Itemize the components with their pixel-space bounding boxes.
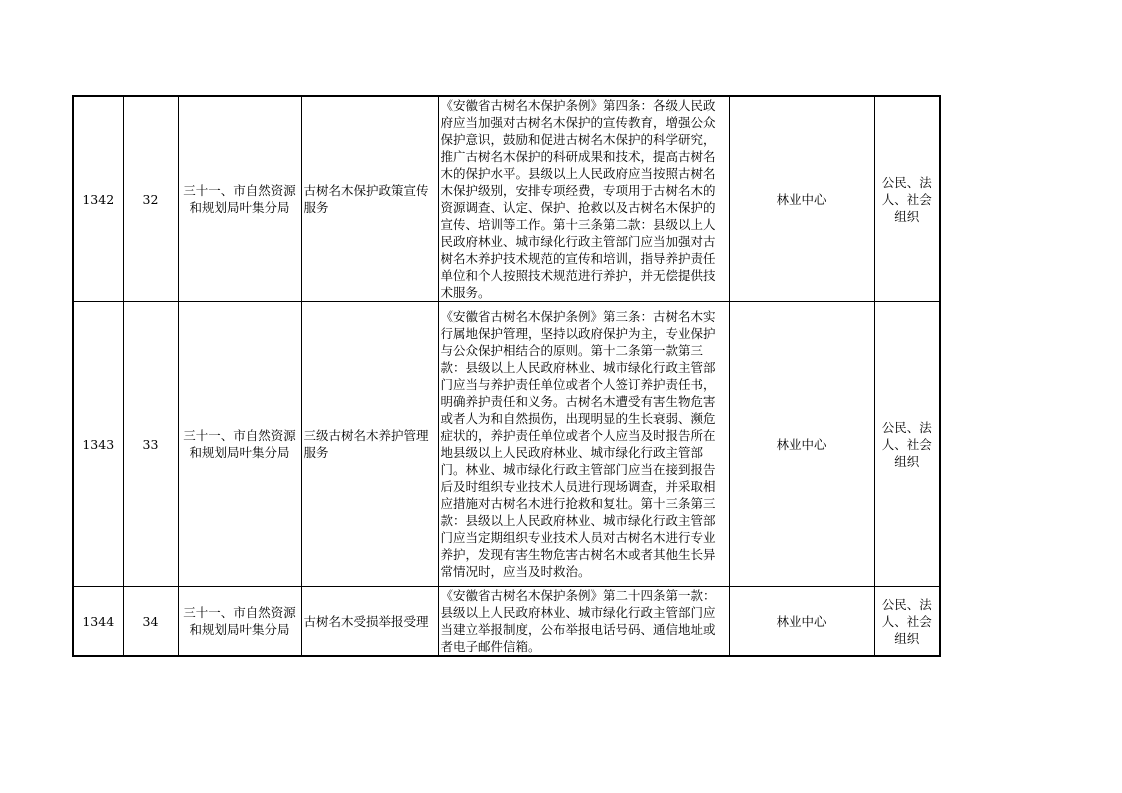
legal-basis-cell: 《安徽省古树名木保护条例》第四条：各级人民政府应当加强对古树名木保护的宣传教育，增强公众保护意识，鼓励和促进古树名木保护的科学研究，推广古树名木保护的科研成果和技术，提高古树名木的保护水平。县级以上人民政府应当按照古树名木保护级别，安排专项经费，专项用于古树名木的资源调查、认定、保护、抢救以及古树名木保护的宣传、培训等工作。第十三条第二款：县级以上人民政府林业、城市绿化行政主管部门应当加强对古树名木养护技术规范的宣传和培训，指导养护责任单位和个人按照技术规范进行养护，并无偿提供技术服务。: [438, 96, 729, 302]
department-cell: 三十一、市自然资源和规划局叶集分局: [178, 96, 301, 302]
service-name-cell: 三级古树名木养护管理服务: [301, 302, 438, 587]
responsible-unit-cell: 林业中心: [729, 302, 874, 587]
row-number: 1343: [73, 302, 123, 587]
table-row: [73, 96, 940, 302]
responsible-unit-cell: 林业中心: [729, 96, 874, 302]
service-target-cell: 公民、法人、社会组织: [874, 96, 940, 302]
service-name-cell: 古树名木保护政策宣传服务: [301, 96, 438, 302]
row-number: 1344: [73, 587, 123, 657]
table-row: [73, 587, 940, 657]
service-target-cell: 公民、法人、社会组织: [874, 587, 940, 657]
service-target-cell: 公民、法人、社会组织: [874, 302, 940, 587]
legal-basis-cell: 《安徽省古树名木保护条例》第三条：古树名木实行属地保护管理，坚持以政府保护为主，专业保护与公众保护相结合的原则。第十二条第一款第三款：县级以上人民政府林业、城市绿化行政主管部门应当与养护责任单位或者个人签订养护责任书，明确养护责任和义务。古树名木遭受有害生物危害或者人为和自然损伤，出现明显的生长衰弱、濒危症状的，养护责任单位或者个人应当及时报告所在地县级以上人民政府林业、城市绿化行政主管部门。林业、城市绿化行政主管部门应当在接到报告后及时组织专业技术人员进行现场调查，并采取相应措施对古树名木进行抢救和复壮。第十三条第三款：县级以上人民政府林业、城市绿化行政主管部门应当定期组织专业技术人员对古树名木进行专业养护，发现有害生物危害古树名木或者其他生长异常情况时，应当及时救治。: [438, 302, 729, 587]
legal-basis-cell: 《安徽省古树名木保护条例》第二十四条第一款：县级以上人民政府林业、城市绿化行政主管部门应当建立举报制度，公布举报电话号码、通信地址或者电子邮件信箱。: [438, 587, 729, 657]
row-sequence: 34: [123, 587, 178, 657]
table-row: [73, 302, 940, 587]
service-table: [72, 95, 941, 657]
row-sequence: 32: [123, 96, 178, 302]
row-sequence: 33: [123, 302, 178, 587]
service-name-cell: 古树名木受损举报受理: [301, 587, 438, 657]
responsible-unit-cell: 林业中心: [729, 587, 874, 657]
row-number: 1342: [73, 96, 123, 302]
department-cell: 三十一、市自然资源和规划局叶集分局: [178, 587, 301, 657]
department-cell: 三十一、市自然资源和规划局叶集分局: [178, 302, 301, 587]
